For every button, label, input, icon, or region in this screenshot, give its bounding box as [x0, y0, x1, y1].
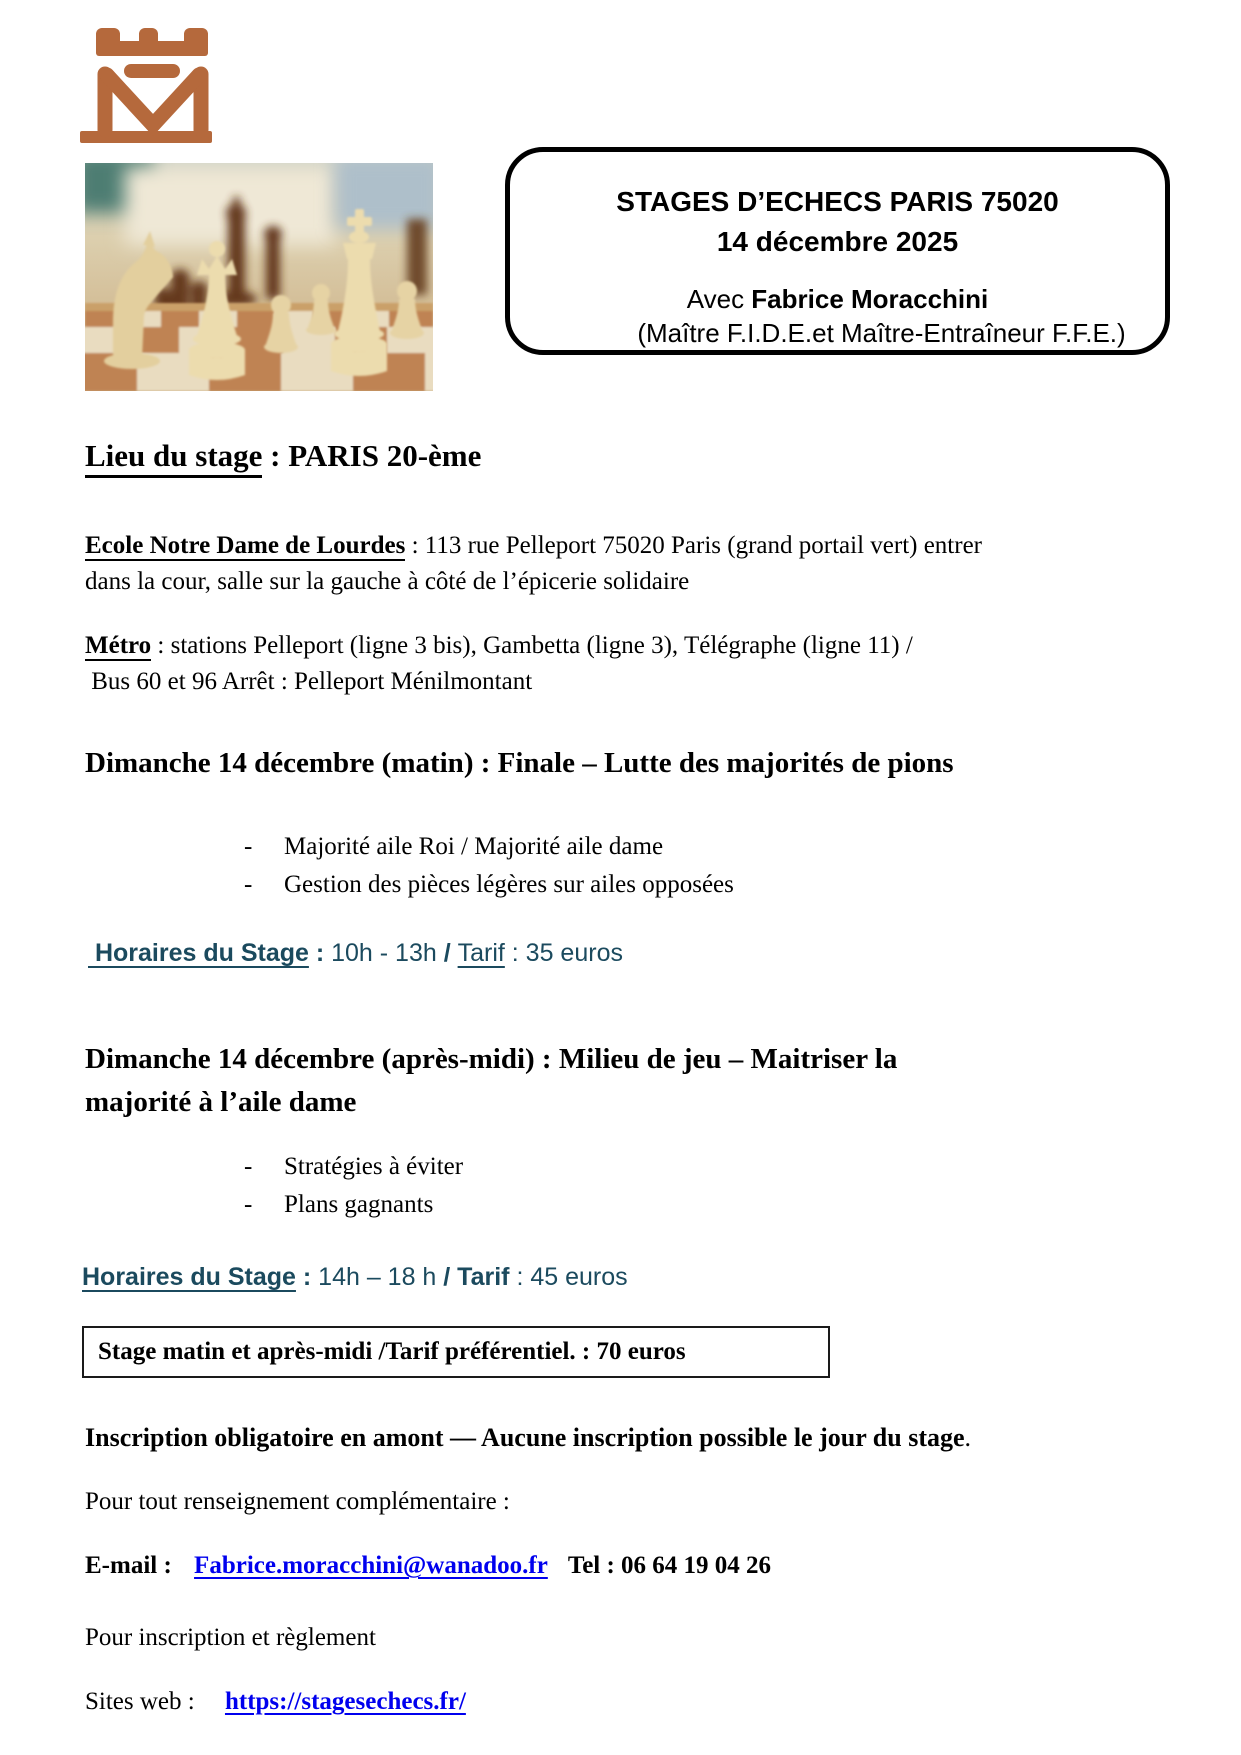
- school-paragraph: [85, 528, 1165, 600]
- school-text1: : 113 rue Pelleport 75020 Paris (grand portail vert) entrer: [405, 532, 982, 559]
- tarif-label: Tarif: [457, 939, 505, 967]
- list-item: [244, 828, 734, 866]
- location-title-label: Lieu du stage: [85, 438, 262, 478]
- email-link[interactable]: Fabrice.moracchini@wanadoo.fr: [194, 1552, 548, 1579]
- morning-heading: Dimanche 14 décembre (matin) : Finale – Lutte des majorités de pions: [85, 747, 954, 779]
- bullet-dash: -: [244, 833, 253, 860]
- bullet-dash: -: [244, 871, 253, 898]
- bullet-text: Stratégies à éviter: [284, 1153, 464, 1180]
- list-item: [244, 1186, 463, 1224]
- mandatory-registration-line: [85, 1420, 1185, 1456]
- email-line: [85, 1552, 771, 1580]
- m-crown-logo-icon: [80, 24, 212, 144]
- hours-time: 10h - 13h: [331, 939, 437, 967]
- afternoon-heading: [85, 1038, 1095, 1124]
- info-line: Pour tout renseignement complémentaire :: [85, 1488, 510, 1515]
- header-coach: [687, 282, 989, 316]
- school-line2: dans la cour, salle sur la gauche à côté de l’épicerie solidaire: [85, 568, 690, 595]
- metro-label: Métro: [85, 632, 152, 659]
- chess-pieces-image: [85, 163, 433, 391]
- header-date: 14 décembre 2025: [716, 226, 959, 257]
- bullet-dash: -: [244, 1191, 253, 1218]
- tarif-value: : 35 euros: [504, 939, 623, 967]
- mandatory-text: Inscription obligatoire en amont — Aucune inscription possible le jour du stage: [85, 1423, 965, 1452]
- bullet-text: Gestion des pièces légères sur ailes opposées: [284, 871, 734, 898]
- header-title: STAGES D’ECHECS PARIS 75020: [616, 186, 1059, 217]
- list-item: [244, 1148, 463, 1186]
- location-title: [85, 438, 481, 474]
- chess-photo: [85, 163, 433, 391]
- club-logo: [80, 24, 212, 144]
- afternoon-heading-line1: Dimanche 14 décembre (après-midi) : Milieu de jeu – Maitriser la: [85, 1043, 898, 1075]
- metro-paragraph: [85, 628, 1165, 700]
- school-line1: [85, 528, 1165, 564]
- hours-slash: /: [436, 939, 458, 967]
- morning-bullets: [244, 828, 734, 904]
- payment-line: Pour inscription et règlement: [85, 1624, 376, 1651]
- list-item: [244, 866, 734, 904]
- combo-price-box: [82, 1326, 830, 1378]
- metro-line2: Bus 60 et 96 Arrêt : Pelleport Ménilmontant: [85, 668, 533, 695]
- header-box: [505, 147, 1170, 355]
- sites-line: [85, 1688, 466, 1716]
- metro-line1: [85, 628, 1165, 664]
- morning-hours-line: [88, 936, 623, 970]
- hours-colon: :: [308, 939, 332, 967]
- email-label: E-mail :: [85, 1552, 179, 1579]
- bullet-text: Majorité aile Roi / Majorité aile dame: [284, 833, 664, 860]
- afternoon-hours-line: [82, 1260, 628, 1294]
- metro-text1: : stations Pelleport (ligne 3 bis), Gambetta (ligne 3), Télégraphe (ligne 11) /: [151, 632, 913, 659]
- header-avec: Avec: [686, 284, 752, 314]
- tarif-label-bold: / Tarif: [436, 1263, 517, 1291]
- bullet-dash: -: [244, 1153, 253, 1180]
- coach-name: Fabrice Moracchini: [751, 284, 989, 314]
- location-title-sep: :: [262, 438, 289, 473]
- location-title-value: PARIS 20-ème: [288, 438, 482, 473]
- afternoon-heading-line2: majorité à l’aile dame: [85, 1086, 357, 1118]
- header-credentials: (Maître F.I.D.E.et Maître-Entraîneur F.F.E.): [637, 318, 1126, 348]
- school-label: Ecole Notre Dame de Lourdes: [85, 532, 406, 559]
- combo-price-text: Stage matin et après-midi /Tarif préférentiel. : 70 euros: [98, 1338, 686, 1365]
- sites-label: Sites web :: [85, 1688, 201, 1715]
- tarif-value: : 45 euros: [516, 1263, 628, 1291]
- afternoon-bullets: [244, 1148, 463, 1224]
- website-link[interactable]: https://stagesechecs.fr/: [224, 1688, 466, 1715]
- hours-colon: :: [295, 1263, 319, 1291]
- mandatory-period: .: [964, 1423, 972, 1452]
- hours-label: Horaires du Stage: [82, 1263, 296, 1291]
- phone-number: Tel : 06 64 19 04 26: [567, 1552, 772, 1579]
- hours-time: 14h – 18 h: [318, 1263, 437, 1291]
- bullet-text: Plans gagnants: [284, 1191, 434, 1218]
- hours-label: Horaires du Stage: [88, 939, 309, 967]
